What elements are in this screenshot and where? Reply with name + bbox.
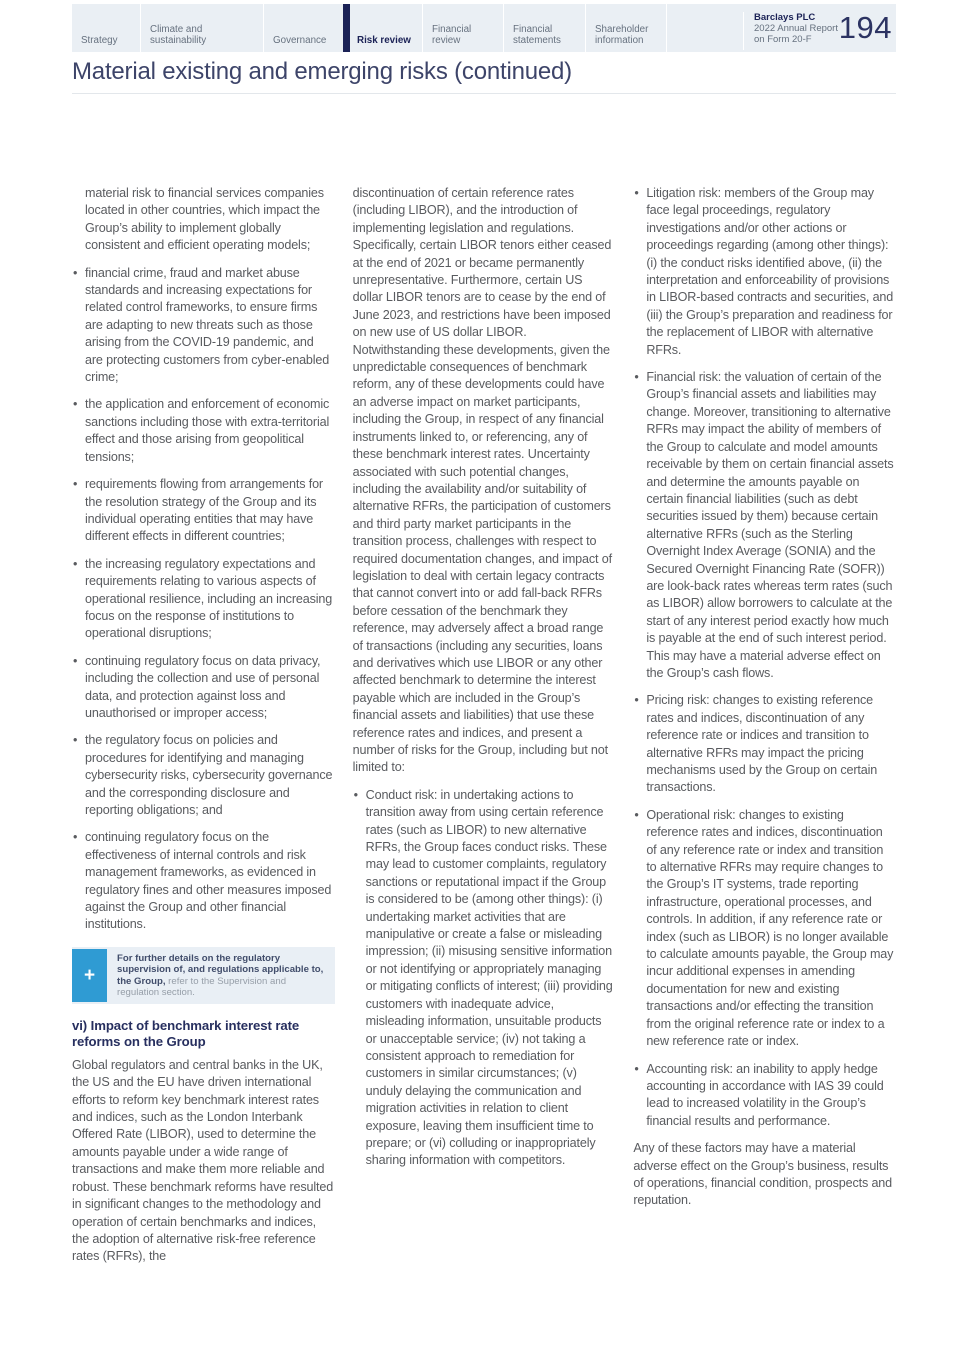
tab-governance[interactable] bbox=[263, 4, 343, 52]
bullet-text: requirements flowing from arrangements for the resolution strategy of the Group and its individual operating entities that may have different effects in different countries; bbox=[85, 477, 323, 544]
tab-label: Financial review bbox=[432, 24, 472, 46]
report-brand bbox=[743, 12, 838, 50]
bullet-marker-icon: • bbox=[353, 787, 358, 802]
tab-label: Shareholder information bbox=[595, 24, 649, 46]
bullet-text: Financial risk: the valuation of certain of the Group’s financial assets and liabilities may change. Moreover, transitioning to alternative RFRs may impact the ability of members of the Group to calculate and model amounts receivable by them on certain financial assets and determine the amounts payable on certain financial liabilities (such as debt securities issued by them) because certain alternative RFRs (such as the Sterling Overnight Index Average (SONIA) and the Secured Overnight Financing Rate (SOFR)) are look-back rates whereas term rates (such as LIBOR) allow borrowers to calculate at the start of any interest period exactly how much is payable at the end of such interest period. This may have a material adverse effect on the Group’s cash flows. bbox=[646, 370, 894, 680]
bullet-marker-icon: • bbox=[73, 830, 78, 845]
bullet-marker-icon: • bbox=[73, 477, 78, 492]
callout-text: For further details on the regulatory supervision of, and regulations applicable to, the Group, refer to the Supervision and regulation section. bbox=[117, 952, 324, 999]
paragraph: Any of these factors may have a material adverse effect on the Group’s business, results of operations, financial condition, prospects and reputation. bbox=[633, 1141, 893, 1208]
tab-risk-review[interactable] bbox=[343, 4, 422, 52]
bullet-item bbox=[633, 692, 896, 796]
bullet-marker-icon: • bbox=[73, 733, 78, 748]
bullet-item bbox=[633, 369, 896, 682]
tab-label: Strategy bbox=[81, 35, 118, 46]
bullet-marker-icon: • bbox=[73, 397, 78, 412]
brand-report-line: 2022 Annual Report bbox=[754, 23, 838, 34]
brand-name: Barclays PLC bbox=[754, 12, 816, 23]
bullet-marker-icon: • bbox=[73, 653, 78, 668]
paragraph: discontinuation of certain reference rates (including LIBOR), and the introduction of implementing legislation and regulations. Specifically, certain LIBOR tenors either ceased at the end of 2021 or became permanently unrepresentative. Furthermore, certain US dollar LIBOR tenors are to cease by the end of June 2023, and restrictions have been imposed on new use of US dollar LIBOR. Notwithstanding these developments, given the unpredictable consequences of benchmark reform, any of these developments could have an adverse impact on market participants, including the Group, in respect of any financial instruments linked to, or referencing, any of these benchmark interest rates. Uncertainty associated with such potential changes, including the availability and/or suitability of alternative RFRs, the participation of customers and third party market participants in the transition process, challenges with respect to required documentation changes, and impact of legislation to deal with certain legacy contracts that cannot convert into or add fall-back RFRs before cessation of the benchmark they reference, may adversely affect a broad range of transactions (including any securities, loans and derivatives which use LIBOR or any other affected benchmark to determine the interest payable which are included in the Group’s financial assets and liabilities) that use these reference rates and indices, and present a number of risks for the Group, including but not limited to: bbox=[352, 186, 612, 775]
tab-financial-statements[interactable] bbox=[503, 4, 585, 52]
tab-shareholder-information[interactable] bbox=[585, 4, 667, 52]
bullet-marker-icon: • bbox=[73, 556, 78, 571]
bullet-text: Accounting risk: an inability to apply hedge accounting in accordance with IAS 39 could lead to increased volatility in the Group’s financial results and performance. bbox=[646, 1061, 884, 1128]
column-1 bbox=[72, 185, 335, 1351]
bullet-text: financial crime, fraud and market abuse standards and increasing expectations for related control frameworks, to ensure firms are adapting to new threats such as those arising from the COVID-19 pandemic, and are protecting customers from cyber-enabled crime; bbox=[85, 265, 330, 385]
bullet-item bbox=[72, 556, 335, 643]
plus-icon: + bbox=[72, 949, 107, 1002]
bullet-item bbox=[72, 265, 335, 387]
bullet-text: continuing regulatory focus on the effectiveness of internal controls and risk management frameworks, as evidenced in regulatory fines and other measures imposed against the Group and other financial institutions. bbox=[85, 830, 332, 932]
bullet-item bbox=[72, 653, 335, 723]
subsection-heading: vi) Impact of benchmark interest rate reforms on the Group bbox=[72, 1017, 300, 1050]
bullet-marker-icon: • bbox=[634, 807, 639, 822]
column-2 bbox=[353, 185, 616, 1351]
tab-financial-review[interactable] bbox=[422, 4, 503, 52]
bullet-text: Operational risk: changes to existing reference rates and indices, discontinuation of any reference rate or index and transition to alternative RFRs may require changes to the Group’s IT systems, trade reporting infrastructure, operational processes, and controls. In addition, if any reference rate or index (such as LIBOR) is no longer available to calculate amounts payable, the Group may incur additional expenses in amending documentation for new and existing transactions and/or effecting the transition from the original reference rate or index to a new reference rate or index. bbox=[646, 807, 894, 1049]
tab-climate-and-sustainability[interactable] bbox=[140, 4, 263, 52]
bullet-marker-icon: • bbox=[634, 370, 639, 385]
bullet-marker-icon: • bbox=[634, 186, 639, 200]
bullet-item bbox=[353, 787, 616, 1170]
bullet-item bbox=[72, 476, 335, 546]
body-columns bbox=[72, 185, 896, 1351]
bullet-text: Litigation risk: members of the Group may face legal proceedings, regulatory investigations and/or other actions or proceedings regarding (among other things): (i) the conduct risks identified above, (ii) the interpretation and enforceability of provisions in LIBOR-based contracts and securities, and (iii) the Group’s preparation and readiness for the replacement of LIBOR with alternative RFRs. bbox=[646, 186, 894, 357]
tab-strategy[interactable] bbox=[72, 4, 140, 52]
brand-form-line: on Form 20-F bbox=[754, 34, 812, 45]
page-number: 194 bbox=[838, 10, 892, 45]
bullet-marker-icon: • bbox=[634, 1061, 639, 1076]
bullet-item bbox=[72, 396, 335, 466]
bullet-item bbox=[72, 732, 335, 819]
tab-label: Governance bbox=[273, 35, 327, 46]
bullet-marker-icon: • bbox=[634, 693, 639, 708]
bullet-text: Pricing risk: changes to existing reference rates and indices, discontinuation of any reference rate or indices and transition to alternative RFRs may impact the pricing mechanisms used by the Group on certain transactions. bbox=[646, 693, 878, 795]
tab-label: Climate and sustainability bbox=[150, 24, 207, 46]
page-title: Material existing and emerging risks (continued) bbox=[72, 58, 572, 85]
paragraph: material risk to financial services companies located in other countries, which impact the Group’s ability to implement globally consistent and efficient operating models; bbox=[85, 186, 324, 253]
tab-label: Financial statements bbox=[513, 24, 561, 46]
title-divider bbox=[72, 93, 896, 94]
bullet-item bbox=[633, 185, 896, 359]
section-tabs bbox=[72, 4, 667, 52]
bullet-item bbox=[633, 807, 896, 1051]
bullet-text: Conduct risk: in undertaking actions to transition away from using certain reference rates (such as LIBOR) to new alternative RFRs, the Group faces conduct risks. These may lead to customer complaints, regulatory sanctions or reputational impact if the Group is considered to be (among other things): (i) undertaking market activities that are manipulative or create a false or misleading impression; (ii) misusing sensitive information or not identifying or appropriately managing or mitigating conflicts of interest; (iii) providing customers with inadequate advice, misleading information, unsuitable products or unacceptable service; (iv) not taking a consistent approach to remediation for customers in similar circumstances; (v) unduly delaying the communication and migration activities in relation to client exposure, leaving them insufficient time to prepare; or (vi) colluding or inappropriately sharing information with competitors. bbox=[365, 787, 613, 1168]
bullet-text: the application and enforcement of economic sanctions including those with extra-territorial effect and those arising from geopolitical tensions; bbox=[85, 397, 330, 464]
bullet-item bbox=[72, 829, 335, 933]
bullet-text: the regulatory focus on policies and procedures for identifying and managing cybersecurity risks, cybersecurity governance and the corresponding disclosure and reporting obligations; and bbox=[85, 733, 333, 817]
tab-label: Risk review bbox=[357, 35, 411, 46]
bullet-text: the increasing regulatory expectations and requirements relating to various aspects of operational resilience, including an increasing focus on the response of institutions to operational disruptions; bbox=[85, 556, 333, 641]
bullet-marker-icon: • bbox=[73, 265, 78, 280]
further-details-callout[interactable] bbox=[72, 947, 335, 1004]
bullet-item bbox=[633, 1061, 896, 1131]
paragraph: Global regulators and central banks in the UK, the US and the EU have driven international efforts to reform key benchmark interest rates and indices, such as the London Interbank Offered Rate (LIBOR), used to determine the amounts payable under a wide range of transactions and make them more reliable and robust. These benchmark reforms have resulted in significant changes to the methodology and operation of certain benchmarks and indices, the adoption of alternative risk-free reference rates (RFRs), the bbox=[72, 1057, 334, 1264]
header-nav bbox=[72, 4, 896, 52]
bullet-text: continuing regulatory focus on data privacy, including the collection and use of personal data, and protection against loss and unauthorised or improper access; bbox=[85, 653, 321, 720]
column-3 bbox=[633, 185, 896, 1351]
